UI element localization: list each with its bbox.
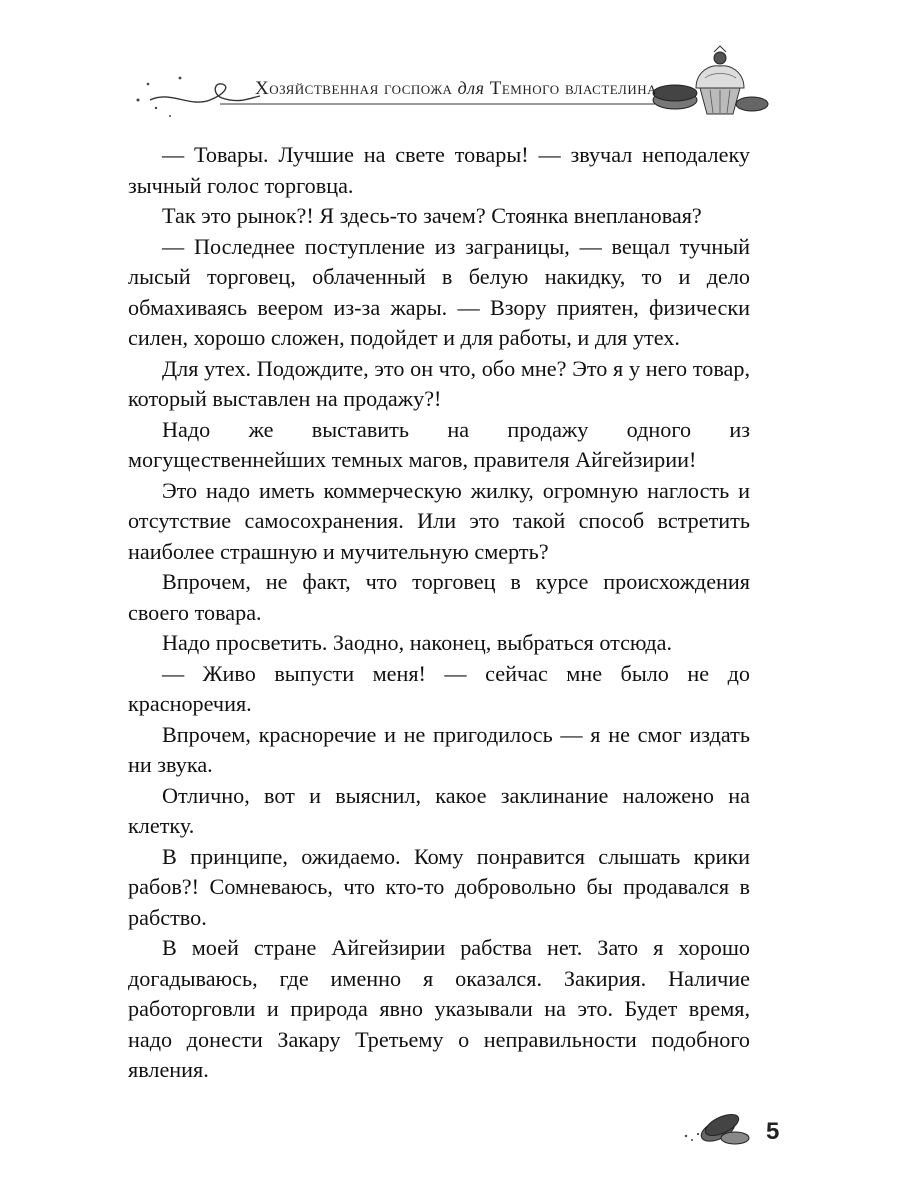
- paragraph: В принципе, ожидаемо. Кому понравится слышать крики рабов?! Сомневаюсь, что кто-то добровольно бы продавался в рабство.: [128, 843, 750, 930]
- header-title: [255, 78, 755, 100]
- paragraph: Для утех. Подождите, это он что, обо мне? Это я у него товар, который выставлен на продажу?!: [128, 355, 750, 411]
- header-title-part1: Хозяйственная госпожа: [255, 78, 453, 99]
- paragraph: Надо просветить. Заодно, наконец, выбраться отсюда.: [162, 630, 673, 655]
- page-number: 5: [766, 1118, 780, 1145]
- paragraph: Впрочем, не факт, что торговец в курсе происхождения своего товара.: [128, 569, 750, 625]
- running-header: [130, 38, 775, 128]
- paragraph: — Товары. Лучшие на свете товары! — звучал неподалеку зычный голос торговца.: [128, 142, 750, 198]
- header-title-part2: Темного властелина: [489, 78, 658, 99]
- paragraph: В моей стране Айгейзирии рабства нет. Зато я хорошо догадываюсь, где именно я оказался. Закирия. Наличие работорговли и природа явно указывали на это. Будет время, надо донести Закару Третьему о неправильности подобного явления.: [128, 935, 750, 1082]
- header-title-connector: для: [457, 78, 485, 98]
- main-text: [128, 140, 750, 1086]
- paragraph: Впрочем, красноречие и не пригодилось — я не смог издать ни звука.: [128, 721, 750, 777]
- paragraph: Так это рынок?! Я здесь-то зачем? Стоянка внеплановая?: [162, 203, 702, 228]
- paragraph: Отлично, вот и выяснил, какое заклинание наложено на клетку.: [128, 782, 750, 838]
- macaron-footer-icon: [680, 1100, 760, 1150]
- paragraph: — Живо выпусти меня! — сейчас мне было не до красноречия.: [128, 660, 750, 716]
- paragraph: Это надо иметь коммерческую жилку, огромную наглость и отсутствие самосохранения. Или это такой способ встретить наиболее страшную и мучительную смерть?: [128, 477, 750, 564]
- paragraph: Надо же выставить на продажу одного из могущественнейших темных магов, правителя Айгейзирии!: [128, 416, 750, 472]
- paragraph: — Последнее поступление из заграницы, — вещал тучный лысый торговец, облаченный в белую накидку, то и дело обмахиваясь веером из-за жары. — Взору приятен, физически силен, хорошо сложен, подойдет и для работы, и для утех.: [128, 233, 750, 350]
